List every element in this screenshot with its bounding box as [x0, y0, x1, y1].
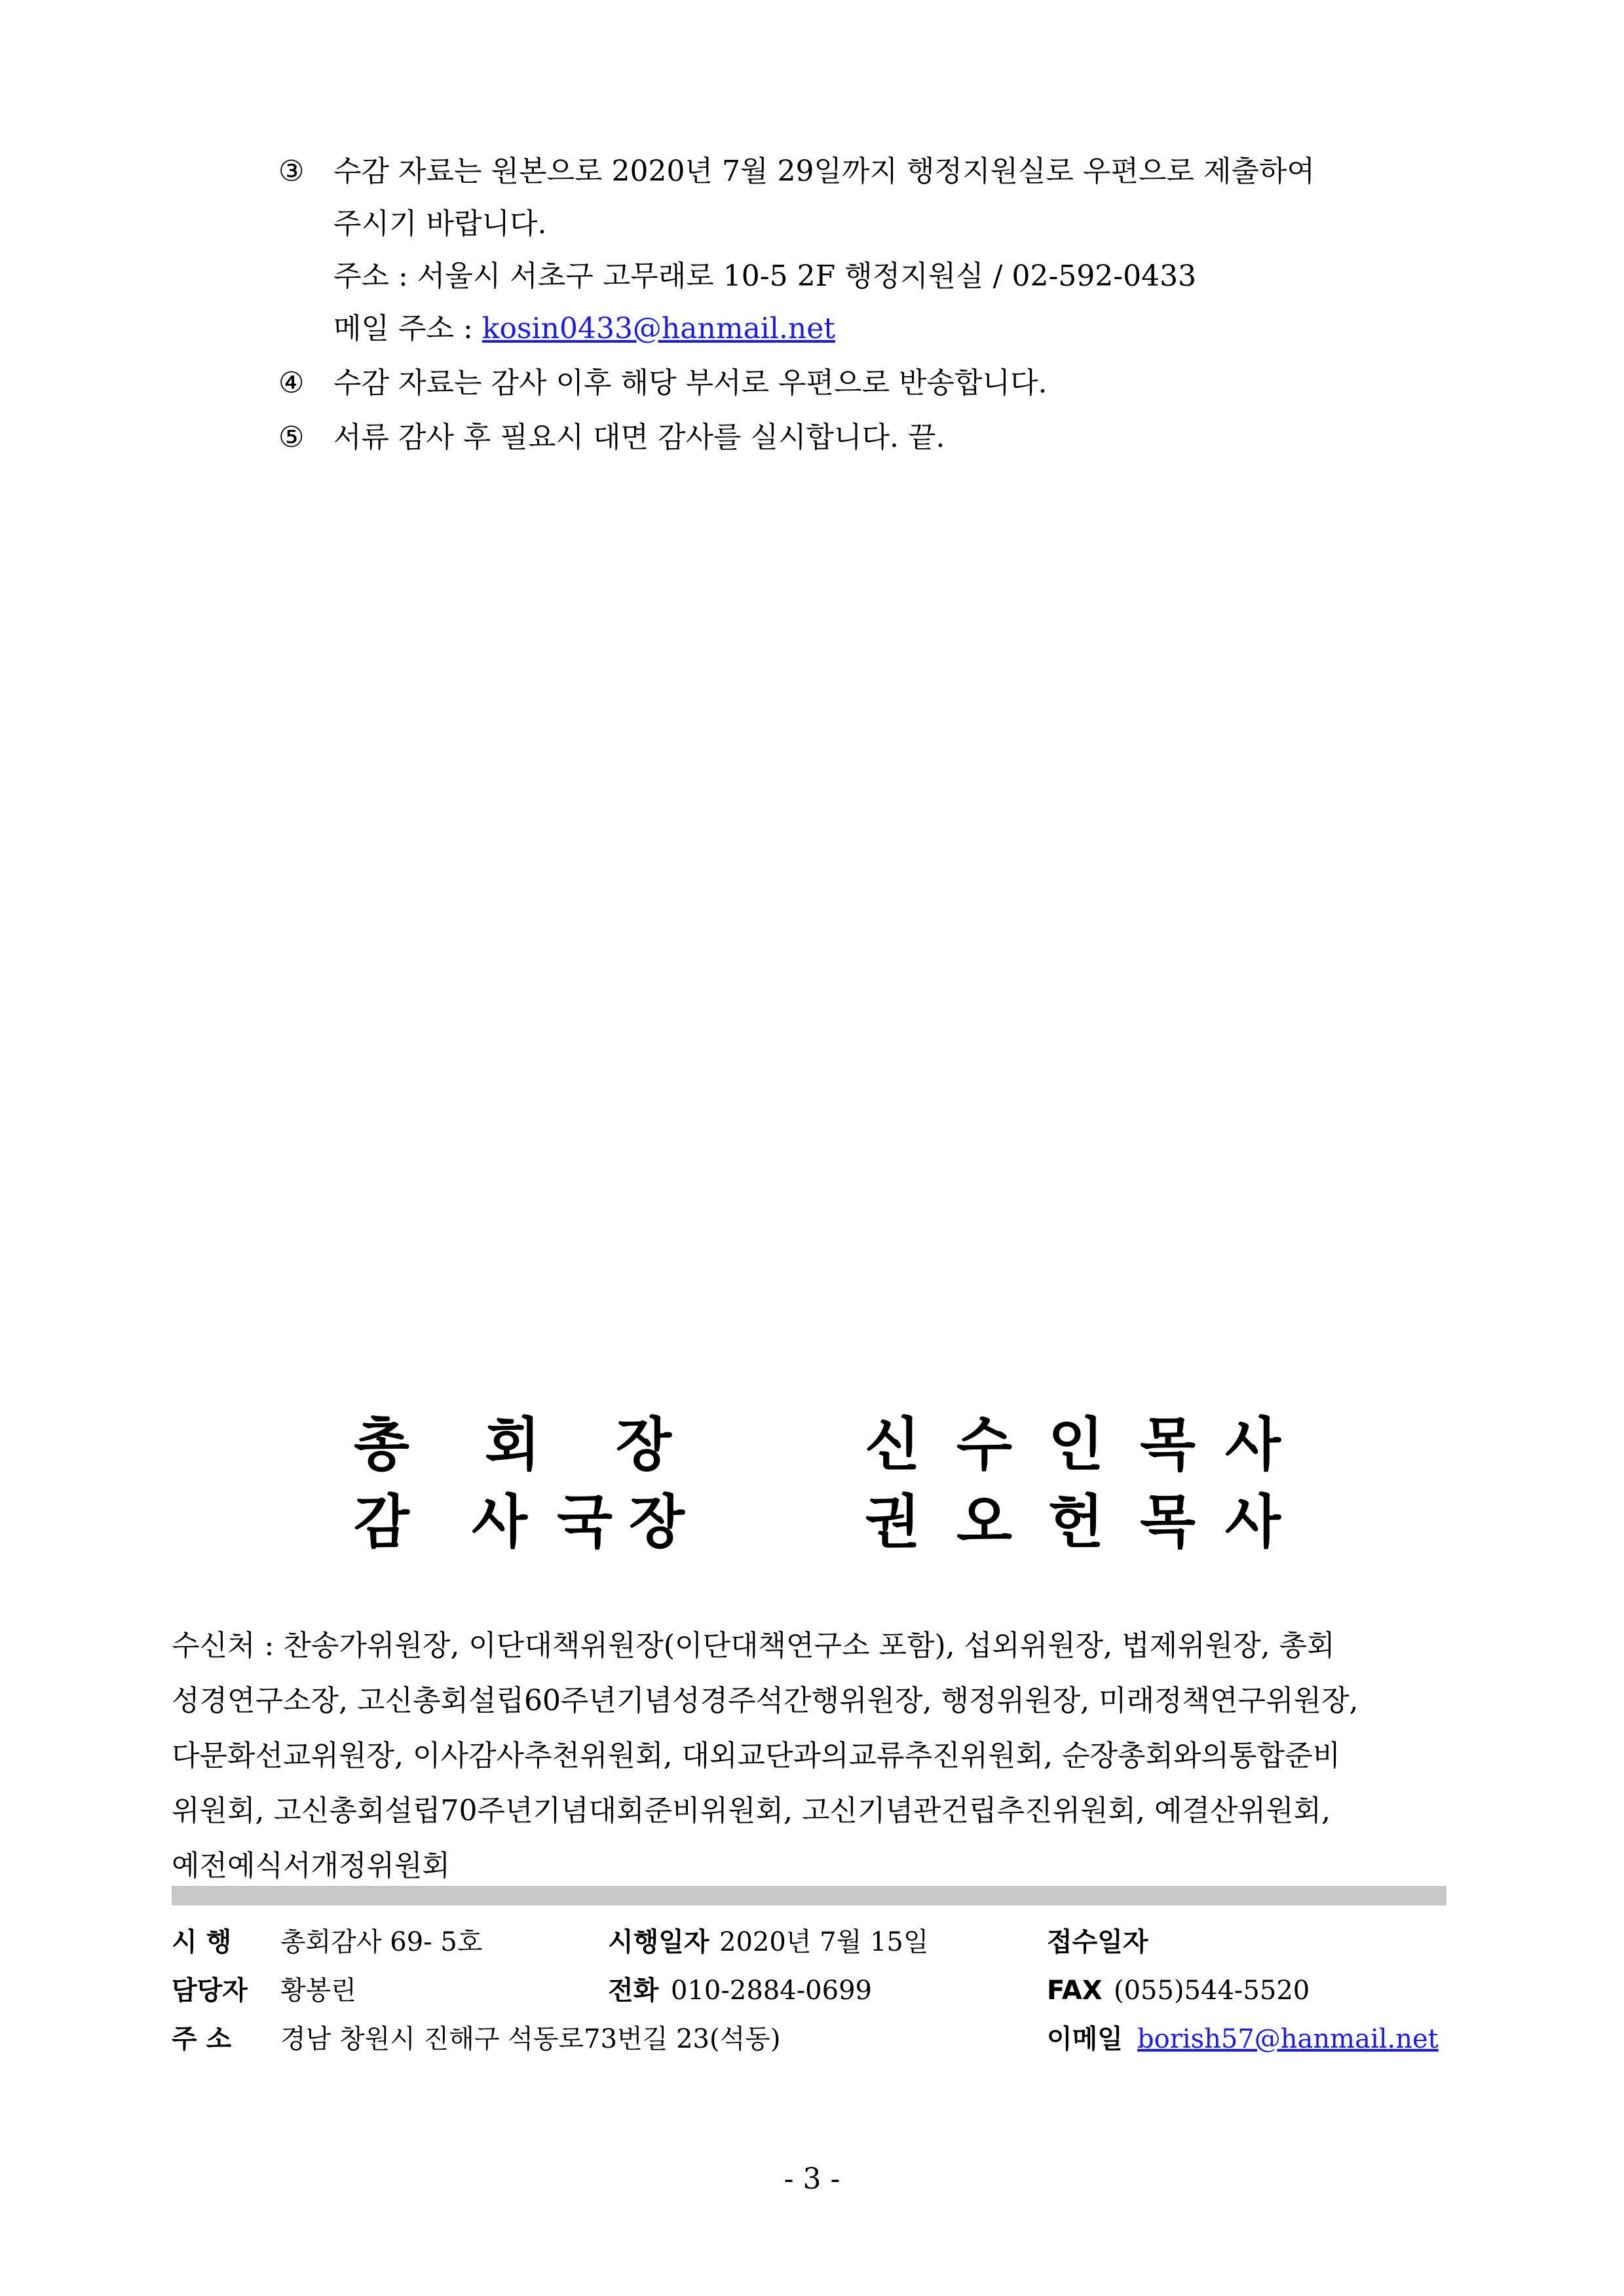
recipients-line: 위원회, 고신총회설립70주년기념대회준비위원회, 고신기념관건립추진위원회, 예결산위원회, [172, 1794, 1331, 1827]
item-4 [278, 357, 1047, 410]
signature-1-name-char: 수 [956, 1411, 1013, 1478]
footer-received-label: 접수일자 [1047, 1927, 1148, 1957]
signature-row-1 [354, 1409, 1336, 1481]
signature-2-title-char: 사 [472, 1488, 528, 1556]
signature-2-title-char: 장 [629, 1488, 685, 1556]
item-5-mark: ⑤ [278, 421, 305, 454]
item-5 [278, 411, 945, 464]
footer-email-label: 이메일 [1047, 2024, 1123, 2054]
item-4-mark: ④ [278, 366, 305, 400]
item-3-mark: ③ [278, 155, 305, 188]
signature-1-title-char: 장 [616, 1411, 672, 1478]
signature-2-name-char: 목 [1140, 1488, 1196, 1556]
signature-2-title-char: 국 [557, 1488, 613, 1556]
mail-link[interactable]: kosin0433@hanmail.net [482, 312, 835, 345]
recipients-line: 다문화선교위원장, 이사감사추천위원회, 대외교단과의교류추진위원회, 순장총회와의통합준비 [172, 1739, 1341, 1772]
footer-phone-label: 전화 [608, 1976, 659, 2006]
footer-email-line [1137, 2016, 1439, 2063]
item-3 [278, 145, 1315, 198]
footer-manager: 황봉린 [280, 1976, 356, 2006]
recipients-line: 예전예식서개정위원회 [172, 1849, 451, 1883]
footer-doc-no-label: 시 행 [172, 1927, 232, 1957]
footer-fax-label: FAX [1047, 1976, 1103, 2006]
footer-divider [172, 1886, 1446, 1905]
recipients-line: 성경연구소장, 고신총회설립60주년기념성경주석간행위원장, 행정위원장, 미래정책연구위원장, [172, 1684, 1359, 1717]
signature-2-name-char: 오 [956, 1488, 1013, 1556]
signature-1-name-char: 인 [1048, 1411, 1105, 1478]
footer-date-label: 시행일자 [608, 1927, 709, 1957]
signature-1-name-char: 목 [1140, 1411, 1196, 1478]
signature-2-title-char: 감 [354, 1488, 410, 1556]
footer-date: 2020년 7월 15일 [719, 1927, 929, 1957]
signature-2-name-char: 헌 [1048, 1488, 1105, 1556]
signature-1-title-char: 총 [354, 1411, 410, 1478]
mail-label: 메일 주소 : [333, 312, 482, 345]
signature-2-name-char: 사 [1225, 1488, 1281, 1556]
footer-fax: (055)544-5520 [1114, 1976, 1310, 2006]
footer-email-link[interactable]: borish57@hanmail.net [1137, 2024, 1439, 2054]
item-5-text: 서류 감사 후 필요시 대면 감사를 실시합니다. 끝. [333, 421, 945, 454]
footer-phone: 010-2884-0699 [671, 1976, 872, 2006]
submission-address: 주소 : 서울시 서초구 고무래로 10-5 2F 행정지원실 / 02-592-0433 [333, 259, 1197, 293]
signature-1-name-char: 사 [1225, 1411, 1281, 1478]
signature-1-title-char: 회 [485, 1411, 541, 1478]
footer-manager-label: 담당자 [172, 1976, 248, 2006]
signature-1-name-char: 신 [865, 1411, 921, 1478]
item-4-text: 수감 자료는 감사 이후 해당 부서로 우편으로 반송합니다. [333, 366, 1048, 400]
signature-row-2 [354, 1486, 1336, 1558]
footer-address-label: 주 소 [172, 2024, 232, 2054]
footer-address: 경남 창원시 진해구 석동로73번길 23(석동) [280, 2024, 781, 2054]
item-3-continuation: 주시기 바랍니다. [333, 207, 547, 240]
mail-line [333, 303, 835, 355]
footer-doc-no: 총회감사 69- 5호 [280, 1927, 483, 1957]
item-3-text: 수감 자료는 원본으로 2020년 7월 29일까지 행정지원실로 우편으로 제출하여 [333, 155, 1315, 188]
signature-2-name-char: 권 [865, 1488, 921, 1556]
recipients-line: 수신처 : 찬송가위원장, 이단대책위원장(이단대책연구소 포함), 섭외위원장, 법제위원장, 총회 [172, 1629, 1335, 1662]
page-number: - 3 - [784, 2162, 840, 2196]
